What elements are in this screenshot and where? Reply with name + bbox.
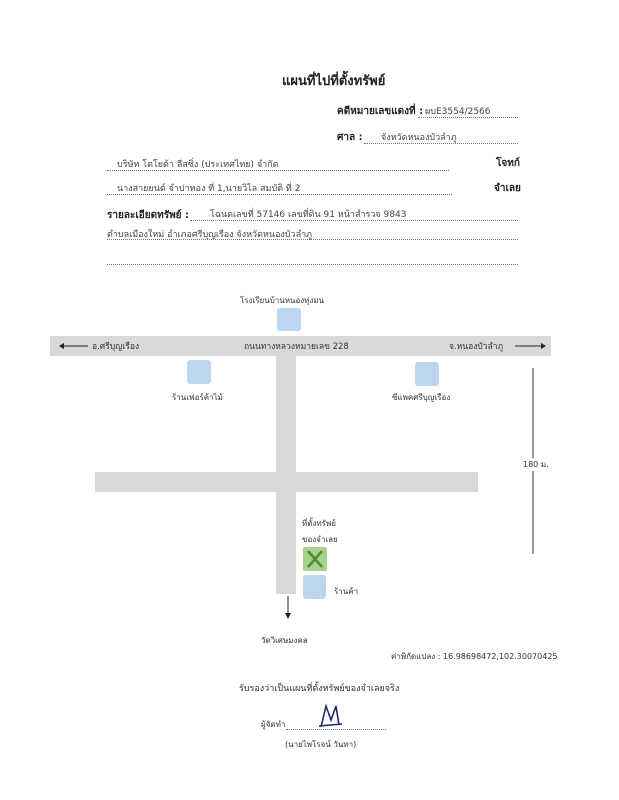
cpac-label: ซีแพคศรีบุญเรือง bbox=[392, 393, 451, 402]
right-arrow-icon bbox=[513, 340, 547, 352]
coordinates-text: ค่าพิกัดแปลง : 16.98698472,102.30070425 bbox=[391, 652, 558, 661]
property-detail-line-3 bbox=[107, 264, 518, 265]
case-number-label: คดีหมายเลขแดงที่ : bbox=[337, 106, 424, 117]
defendant-value: นางสายยนต์ จำปาทอง ที่ 1,นายวิไล สมบัติ ที่ 2 bbox=[117, 184, 301, 194]
property-location-label-2: ของจำเลย bbox=[302, 535, 338, 544]
certify-text: รับรองว่าเป็นแผนที่ตั้งทรัพย์ของจำเลยจริง bbox=[239, 684, 400, 694]
defendant-label: จำเลย bbox=[494, 183, 521, 194]
court-label: ศาล : bbox=[337, 132, 363, 143]
direction-right-label: จ.หนองบัวลำภู bbox=[449, 342, 504, 352]
plaintiff-value: บริษัท โตโยต้า ลีสซิ่ง (ประเทศไทย) จำกัด bbox=[117, 160, 279, 170]
maker-name: (นายไพโรจน์ วันทา) bbox=[285, 740, 357, 749]
signature-mark bbox=[318, 703, 344, 729]
down-arrow-icon bbox=[283, 596, 293, 620]
property-detail-value-1: โฉนดเลขที่ 57146 เลขที่ดิน 91 หน้าสำรวจ 9843 bbox=[210, 210, 407, 220]
signature-line bbox=[286, 729, 386, 730]
wood-shop-label: ร้านเฟอร์ค้าไม้ bbox=[172, 393, 223, 402]
main-road-label: ถนนทางหลวงหมายเลข 228 bbox=[244, 342, 349, 352]
school-label: โรงเรียนบ้านหนองทุ่งมน bbox=[240, 296, 325, 305]
side-road-horizontal bbox=[95, 472, 478, 492]
wood-shop-building bbox=[187, 360, 211, 384]
property-marker-icon bbox=[303, 547, 327, 571]
temple-label: วัดวิเศษมงคล bbox=[261, 636, 308, 645]
shop-building bbox=[303, 575, 326, 599]
cpac-building bbox=[415, 362, 439, 386]
school-building bbox=[277, 308, 301, 331]
property-detail-label: รายละเอียดทรัพย์ : bbox=[107, 210, 190, 221]
page-title: แผนที่ไปที่ตั้งทรัพย์ bbox=[282, 74, 386, 89]
direction-left-label: อ.ศรีบุญเรือง bbox=[92, 342, 140, 352]
case-number-value: ผบE3554/2566 bbox=[425, 107, 491, 117]
property-location-label-1: ที่ตั้งทรัพย์ bbox=[302, 519, 336, 528]
distance-label: 180 ม. bbox=[523, 460, 549, 469]
court-value: จังหวัดหนองบัวลำภู bbox=[381, 133, 457, 143]
property-detail-value-2: ตำบลเมืองใหม่ อำเภอศรีบุญเรือง จังหวัดหนองบัวลำภู bbox=[107, 230, 313, 240]
left-arrow-icon bbox=[58, 340, 90, 352]
plaintiff-label: โจทก์ bbox=[496, 158, 520, 169]
maker-label: ผู้จัดทำ bbox=[261, 720, 286, 729]
shop-label: ร้านค้า bbox=[334, 587, 359, 596]
